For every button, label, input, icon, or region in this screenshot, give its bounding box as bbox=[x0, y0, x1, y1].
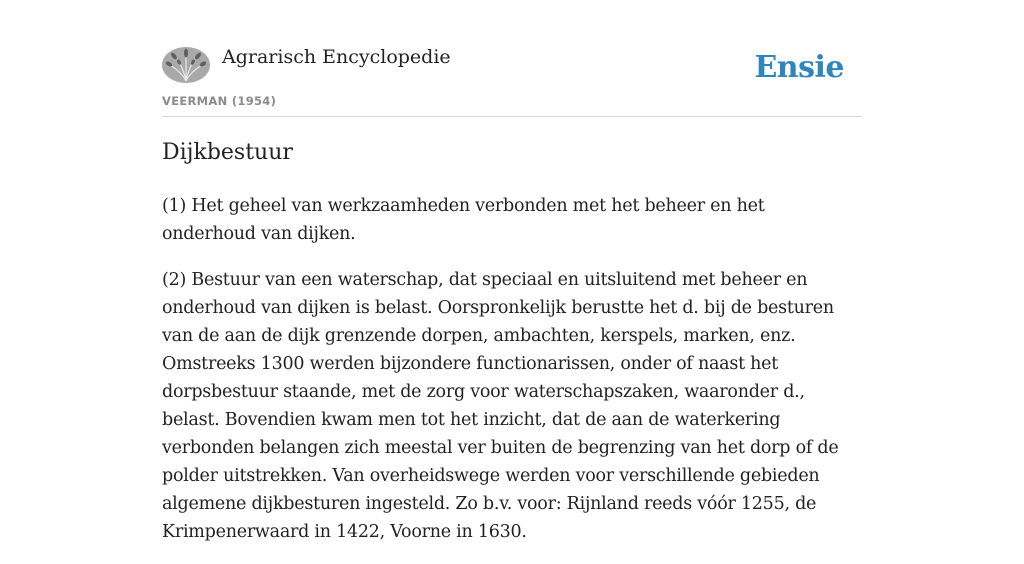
page-container bbox=[162, 0, 862, 542]
wheat-thumbnail-icon[interactable] bbox=[162, 47, 210, 83]
article-content bbox=[162, 192, 862, 564]
wheat-image bbox=[162, 47, 210, 83]
brand-logo[interactable]: Ensie bbox=[754, 50, 844, 85]
paragraph-2: (2) Bestuur van een waterschap, dat speciaal en uitsluitend met beheer en onderhoud van dijken is belast. Oorspronkelijk berustte het d. bij de besturen van de aan de dijk grenzende dorpen, ambachten, kerspels, marken, enz. Omstreeks 1300 werden bijzondere functionarissen, onder of naast het dorpsbestuur staande, met de zorg voor waterschapszaken, waaronder d., belast. Bovendien kwam men tot het inzicht, dat de aan de waterkering verbonden belangen zich meestal ver buiten de begrenzing van het dorp of de polder uitstrekken. Van overheidswege werden voor verschillende gebieden algemene dijkbesturen ingesteld. Zo b.v. voor: Rijnland reeds vóór 1255, de Krimpenerwaard in 1422, Voorne in 1630. bbox=[162, 270, 839, 542]
site-title[interactable]: Agrarisch Encyclopedie bbox=[222, 46, 451, 68]
header bbox=[162, 0, 862, 117]
source-label[interactable]: VEERMAN (1954) bbox=[162, 94, 277, 108]
article-title: Dijkbestuur bbox=[162, 140, 293, 165]
paragraph-1: (1) Het geheel van werkzaamheden verbonden met het beheer en het onderhoud van dijken. bbox=[162, 196, 765, 244]
